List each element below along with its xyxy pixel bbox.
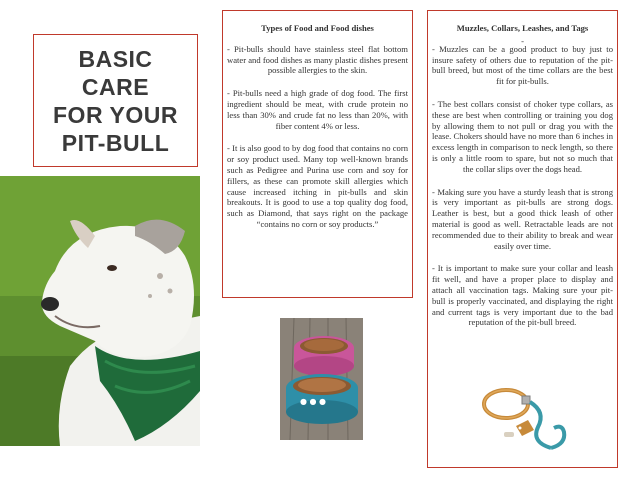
food-paragraph: - Pit-bulls need a high grade of dog food. The first ingredient should be meat, with crude protein no less than 30% and crude fat no less than 20%, with fiber content 4% or less. [227, 88, 408, 131]
separator-dash: - [521, 35, 524, 46]
title-box [33, 34, 198, 167]
gear-heading: Muzzles, Collars, Leashes, and Tags [456, 23, 589, 33]
title-line: CARE [81, 73, 150, 100]
dog-food-bowls-photo [280, 318, 363, 440]
food-paragraph: - Pit-bulls should have stainless steel flat bottom water and food dishes as many plastic dishes present possible allergies to the skin. [227, 43, 408, 76]
gear-paragraph: - Making sure you have a sturdy leash that is strong is very important as pit-bulls are strong dogs. Leather is best, but a good thick leash of other material is good as well. Retractable leads are not recommended due to their ability to break and wear easily over time. [432, 186, 613, 251]
title-line: BASIC [78, 45, 153, 72]
svg-text:● ● ●: ● ● ● [300, 397, 327, 406]
collar-leash-photo [476, 382, 574, 454]
gear-paragraph: - It is important to make sure your collar and leash fit well, and have a proper place to display and attach all vaccination tags. Making sure your pit-bull is properly vaccinated, and displaying the right and current tags is very important due to the bad reputation of the pit-bull breed. [432, 263, 613, 328]
title-line: FOR YOUR [53, 101, 178, 128]
food-section [222, 10, 413, 298]
title-line: PIT-BULL [61, 129, 170, 156]
gear-paragraph: - Muzzles can be a good product to buy just to insure safety of others due to reputation of the pit-bull breed, but most of the time collars are the best fit for pit-bulls. [432, 43, 613, 87]
food-paragraph: - It is also good to by dog food that contains no corn or soy product used. Many top well-known brands such as Pedigree and Purina use corn and soy for fillers, as these can promote skill allergies which cause increased itching in pit-bulls and skin breakouts. It is good to use a top quality dog food, such as Diamond, that says right on the package “contains no corn or soy products.” [227, 143, 408, 229]
pit-bull-photo [0, 176, 200, 446]
gear-paragraph: - The best collars consist of choker type collars, as these are best when controlling or training you dog by allowing them to not pull or drag you with the lease. Chokers should have no more than 6 inches in excess length in comparison to neck length, so there is only a little room to spare, but not so much that the collar slips over the dogs head. [432, 98, 613, 174]
food-heading: Types of Food and Food dishes [261, 23, 374, 33]
